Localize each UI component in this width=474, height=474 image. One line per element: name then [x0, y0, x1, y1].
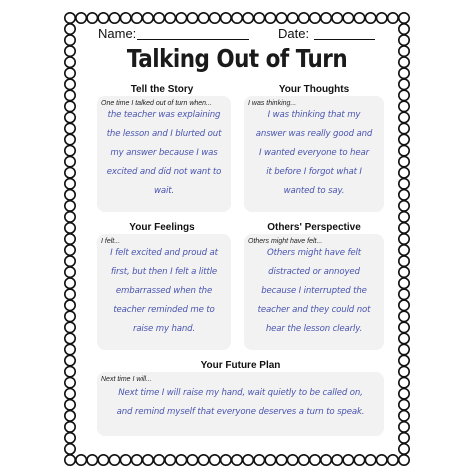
border-loop: [377, 13, 387, 23]
border-loop: [132, 13, 142, 23]
thoughts-answer-line: I was thinking that my: [267, 110, 361, 120]
plan-answer: [97, 384, 384, 422]
border-loop: [65, 311, 75, 321]
border-loop: [343, 13, 353, 23]
border-loop: [399, 344, 409, 354]
border-loop: [65, 145, 75, 155]
border-loop: [65, 256, 75, 266]
feelings-answer-line: first, but then I felt a little: [110, 267, 218, 277]
thoughts-answer-line: it before I forgot what I: [266, 167, 362, 177]
story-answer-line: my answer because I was: [110, 148, 218, 158]
border-loop: [354, 455, 364, 465]
border-loop: [399, 90, 409, 100]
feelings-answer: [97, 244, 231, 339]
border-loop: [65, 79, 75, 89]
border-loop: [65, 234, 75, 244]
border-loop: [65, 223, 75, 233]
feelings-answer-line: I felt excited and proud at: [110, 248, 218, 258]
border-loop: [65, 377, 75, 387]
border-loop: [87, 13, 97, 23]
border-loop: [243, 13, 253, 23]
border-loop: [399, 179, 409, 189]
border-loop: [132, 455, 142, 465]
border-loop: [154, 13, 164, 23]
border-loop: [232, 455, 242, 465]
story-answer-line: excited and did not want to: [106, 167, 222, 177]
border-loop: [65, 90, 75, 100]
border-loop: [65, 24, 75, 34]
border-loop: [65, 101, 75, 111]
border-loop: [176, 455, 186, 465]
border-loop: [399, 267, 409, 277]
border-loop: [65, 300, 75, 310]
plan-prompt: Next time I will...: [101, 376, 152, 383]
border-loop: [65, 355, 75, 365]
border-loop: [399, 433, 409, 443]
border-loop: [399, 201, 409, 211]
border-loop: [399, 377, 409, 387]
border-loop: [65, 400, 75, 410]
perspective-prompt: Others might have felt...: [248, 238, 323, 245]
border-loop: [143, 455, 153, 465]
border-loop: [198, 13, 208, 23]
border-loop: [399, 134, 409, 144]
border-loop: [165, 13, 175, 23]
border-loop: [265, 13, 275, 23]
thoughts-answer-line: wanted to say.: [283, 186, 345, 196]
border-loop: [187, 455, 197, 465]
border-loop: [65, 433, 75, 443]
border-loop: [310, 455, 320, 465]
border-loop: [265, 455, 275, 465]
border-loop: [399, 455, 409, 465]
border-loop: [98, 13, 108, 23]
feelings-answer-line: teacher reminded me to: [113, 305, 215, 315]
border-loop: [65, 278, 75, 288]
border-loop: [399, 444, 409, 454]
thoughts-prompt: I was thinking...: [248, 100, 297, 107]
perspective-answer-line: hear the lesson clearly.: [265, 324, 363, 334]
border-loop: [399, 156, 409, 166]
perspective-answer-line: Others might have felt: [267, 248, 361, 258]
border-loop: [399, 311, 409, 321]
border-loop: [276, 455, 286, 465]
thoughts-answer: [244, 106, 384, 201]
border-loop: [65, 389, 75, 399]
border-loop: [399, 422, 409, 432]
border-loop: [399, 245, 409, 255]
border-loop: [399, 355, 409, 365]
plan-card: [97, 372, 384, 436]
thoughts-answer-line: answer was really good and: [255, 129, 373, 139]
border-loop: [65, 201, 75, 211]
border-loop: [399, 223, 409, 233]
border-loop: [276, 13, 286, 23]
border-loop: [65, 179, 75, 189]
border-loop: [399, 256, 409, 266]
border-loop: [65, 212, 75, 222]
border-loop: [299, 13, 309, 23]
border-loop: [176, 13, 186, 23]
border-loop: [399, 123, 409, 133]
border-loop: [365, 13, 375, 23]
perspective-section-title: Others' Perspective: [267, 222, 361, 233]
border-loop: [120, 455, 130, 465]
perspective-answer: [244, 244, 384, 339]
border-loop: [354, 13, 364, 23]
border-loop: [399, 145, 409, 155]
border-loop: [399, 411, 409, 421]
border-loop: [399, 212, 409, 222]
story-answer: [97, 106, 231, 201]
border-loop: [65, 267, 75, 277]
story-prompt: One time I talked out of turn when...: [101, 100, 212, 107]
story-section-title: Tell the Story: [130, 84, 194, 95]
border-loop: [388, 455, 398, 465]
border-loop: [243, 455, 253, 465]
border-loop: [254, 13, 264, 23]
border-loop: [65, 455, 75, 465]
story-answer-line: the teacher was explaining: [107, 110, 221, 120]
border-loop: [365, 455, 375, 465]
border-loop: [76, 455, 86, 465]
date-label: Date:: [278, 26, 310, 41]
border-loop: [65, 344, 75, 354]
border-loop: [399, 333, 409, 343]
feelings-card: [97, 234, 231, 350]
border-loop: [399, 24, 409, 34]
border-loop: [287, 13, 297, 23]
border-loop: [399, 322, 409, 332]
border-loop: [399, 389, 409, 399]
story-answer-line: wait.: [153, 186, 175, 196]
border-loop: [399, 289, 409, 299]
border-loop: [65, 366, 75, 376]
border-loop: [399, 234, 409, 244]
border-loop: [232, 13, 242, 23]
border-loop: [65, 190, 75, 200]
border-loop: [254, 455, 264, 465]
border-loop: [399, 13, 409, 23]
border-loop: [377, 455, 387, 465]
border-loop: [87, 455, 97, 465]
border-loop: [109, 13, 119, 23]
plan-section-title: Your Future Plan: [200, 360, 281, 371]
perspective-card: [244, 234, 384, 350]
thoughts-section-title: Your Thoughts: [278, 84, 350, 95]
name-field-line[interactable]: [137, 39, 249, 40]
border-loop: [120, 13, 130, 23]
border-loop: [165, 455, 175, 465]
border-loop: [299, 455, 309, 465]
border-loop: [399, 79, 409, 89]
border-loop: [143, 13, 153, 23]
border-loop: [65, 444, 75, 454]
border-loop: [65, 123, 75, 133]
perspective-answer-line: because I interrupted the: [261, 286, 367, 296]
border-loop: [399, 190, 409, 200]
border-loop: [332, 13, 342, 23]
date-field-line[interactable]: [314, 39, 375, 40]
border-loop: [65, 156, 75, 166]
border-loop: [187, 13, 197, 23]
story-card: [97, 96, 231, 212]
perspective-answer-line: teacher and they could not: [257, 305, 371, 315]
border-loop: [210, 455, 220, 465]
border-loop: [98, 455, 108, 465]
border-loop: [154, 455, 164, 465]
border-loop: [221, 13, 231, 23]
border-loop: [388, 13, 398, 23]
border-loop: [221, 455, 231, 465]
border-loop: [76, 13, 86, 23]
border-loop: [399, 101, 409, 111]
border-loop: [321, 13, 331, 23]
border-loop: [343, 455, 353, 465]
border-loop: [399, 300, 409, 310]
border-loop: [65, 112, 75, 122]
page-title: Talking Out of Turn: [126, 44, 348, 73]
border-loop: [399, 400, 409, 410]
border-loop: [65, 13, 75, 23]
border-loop: [399, 112, 409, 122]
feelings-answer-line: raise my hand.: [132, 324, 196, 334]
border-loop: [310, 13, 320, 23]
border-loop: [65, 168, 75, 178]
border-loop: [321, 455, 331, 465]
border-loop: [198, 455, 208, 465]
border-loop: [65, 422, 75, 432]
border-loop: [210, 13, 220, 23]
border-loop: [65, 134, 75, 144]
story-answer-line: the lesson and I blurted out: [106, 129, 222, 139]
perspective-answer-line: distracted or annoyed: [268, 267, 360, 277]
feelings-section-title: Your Feelings: [129, 222, 195, 233]
border-loop: [65, 322, 75, 332]
border-loop: [65, 411, 75, 421]
border-loop: [399, 366, 409, 376]
border-loop: [399, 168, 409, 178]
plan-answer-line: Next time I will raise my hand, wait quietly to be called on,: [118, 388, 363, 398]
plan-answer-line: and remind myself that everyone deserves a turn to speak.: [116, 407, 365, 417]
border-loop: [332, 455, 342, 465]
border-loop: [65, 333, 75, 343]
border-loop: [65, 245, 75, 255]
feelings-answer-line: embarrassed when the: [115, 286, 213, 296]
thoughts-card: [244, 96, 384, 212]
thoughts-answer-line: I wanted everyone to hear: [259, 148, 369, 158]
feelings-prompt: I felt...: [101, 238, 121, 245]
border-loop: [399, 278, 409, 288]
border-loop: [287, 455, 297, 465]
name-label: Name:: [98, 26, 137, 41]
border-loop: [109, 455, 119, 465]
border-loop: [65, 289, 75, 299]
